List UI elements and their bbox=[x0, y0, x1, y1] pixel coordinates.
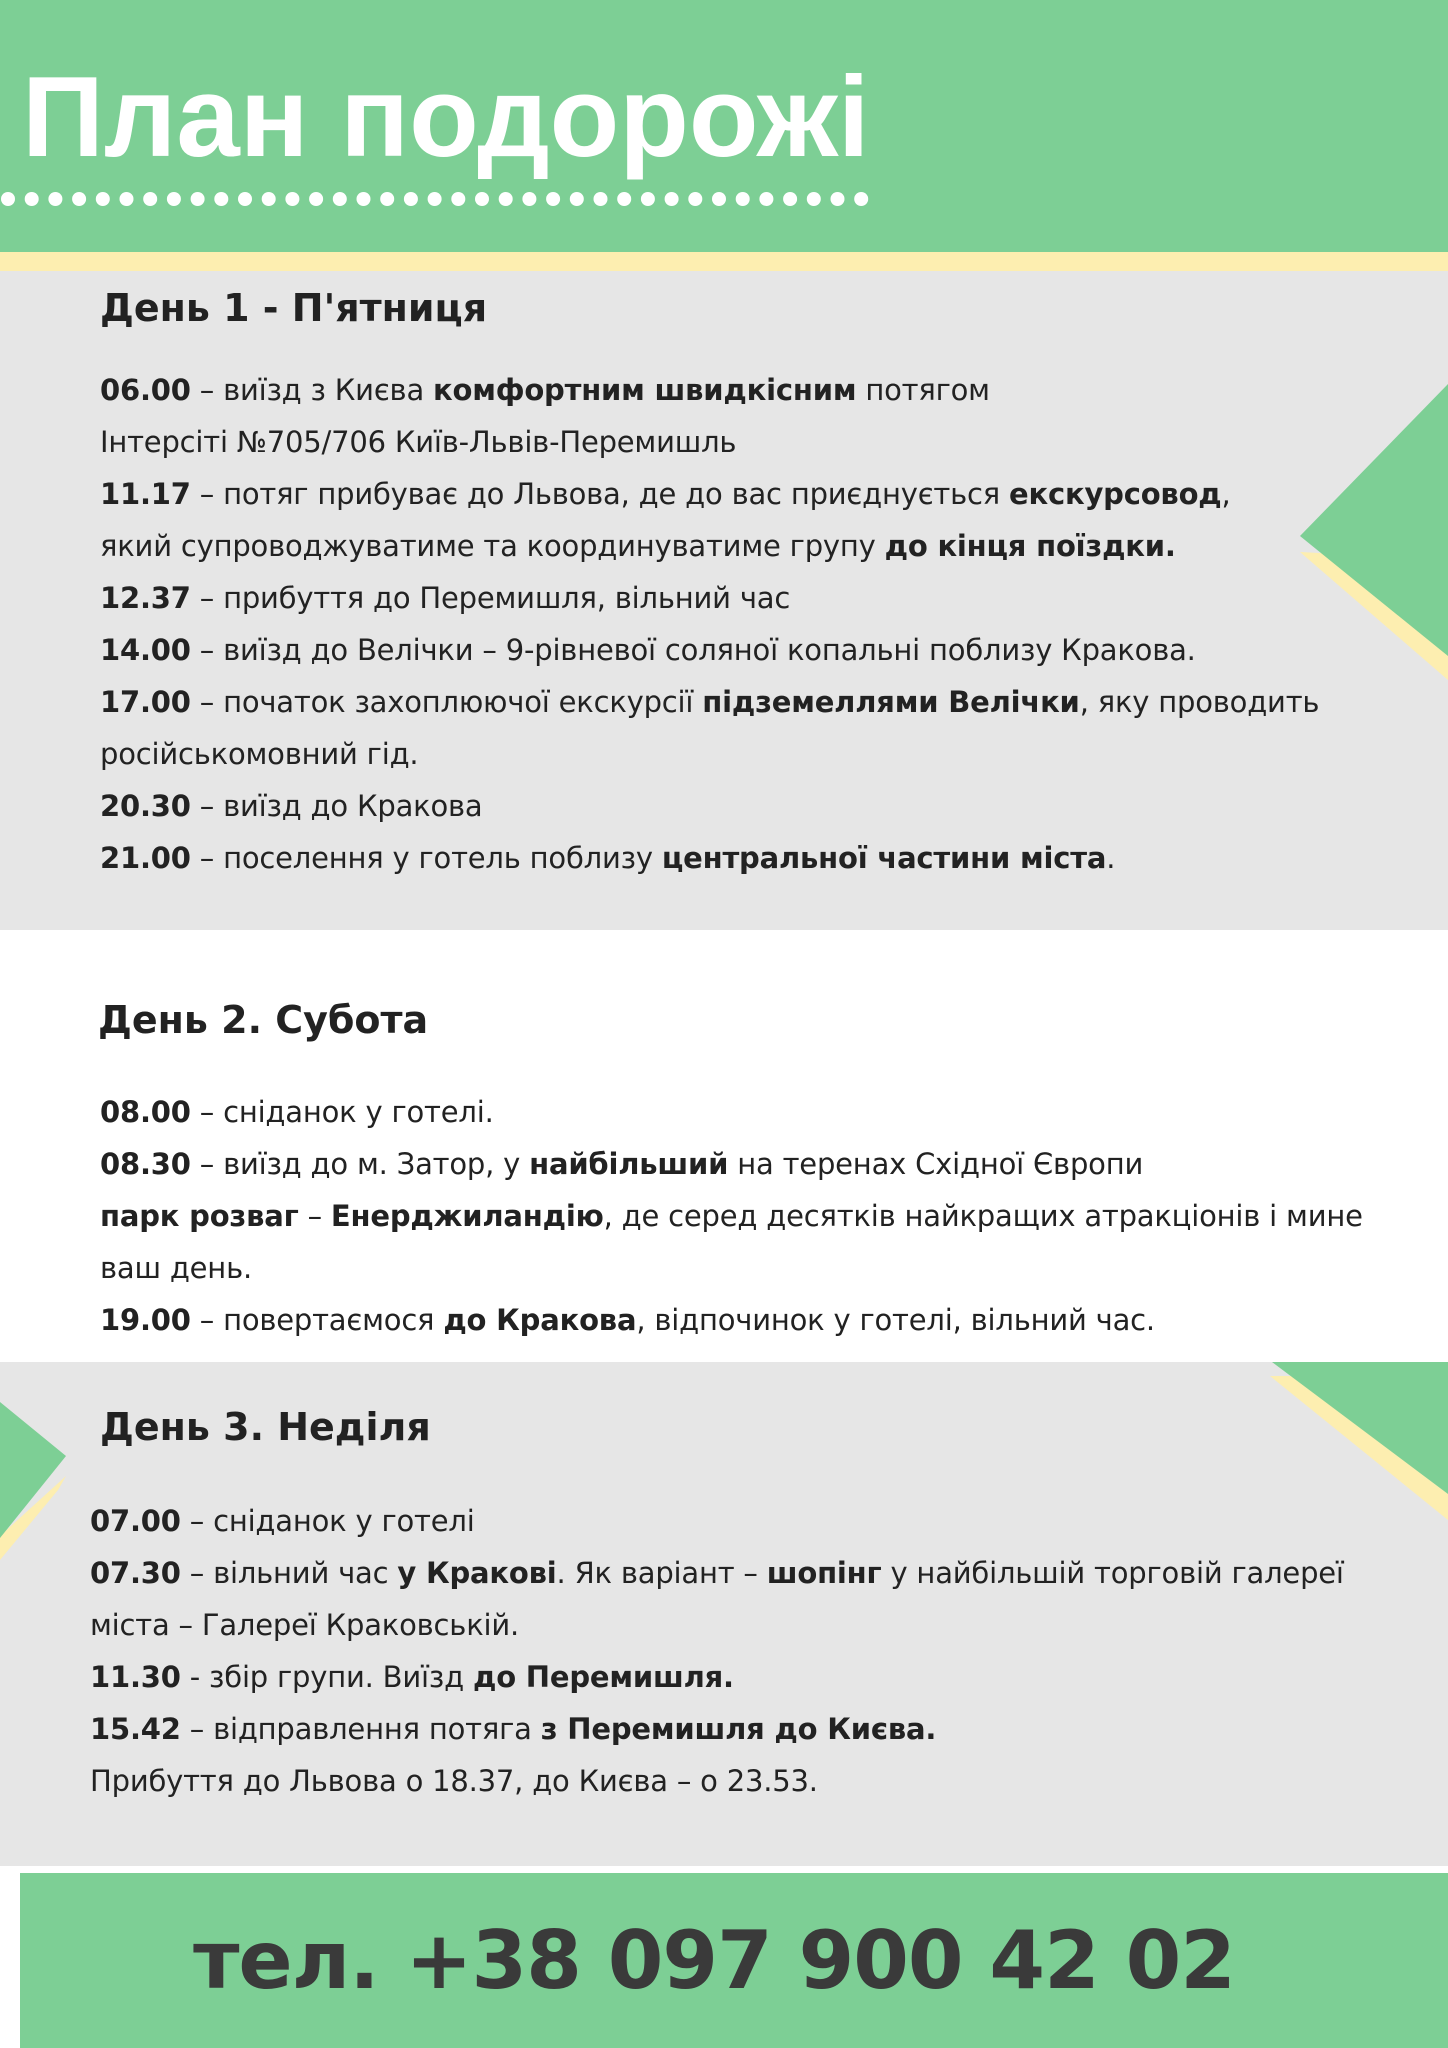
divider-dot bbox=[48, 192, 62, 206]
divider-dot bbox=[854, 192, 868, 206]
schedule-text: – виїзд до м. Затор, у bbox=[190, 1147, 530, 1181]
schedule-text: . bbox=[1106, 841, 1116, 875]
divider-dot bbox=[309, 192, 323, 206]
schedule-text-bold: центральної частини міста bbox=[661, 841, 1107, 875]
schedule-line bbox=[100, 676, 1319, 728]
page-title: План подорожі bbox=[22, 54, 870, 181]
divider-dot bbox=[807, 192, 821, 206]
schedule-text: - збір групи. Виїзд bbox=[180, 1660, 473, 1694]
schedule-text-bold: шопінг bbox=[766, 1556, 882, 1590]
divider-dot bbox=[120, 192, 134, 206]
phone-number: тел. +38 097 900 42 02 bbox=[193, 1914, 1235, 2007]
divider-dot bbox=[143, 192, 157, 206]
divider-dot bbox=[451, 192, 465, 206]
schedule-text-bold: до кінця поїздки. bbox=[884, 529, 1176, 563]
schedule-text-bold: 20.30 bbox=[100, 789, 191, 823]
divider-dot bbox=[546, 192, 560, 206]
schedule-text: , де серед десятків найкращих атракціонів і мине bbox=[603, 1199, 1363, 1233]
schedule-line bbox=[100, 832, 1319, 884]
schedule-text-bold: у Кракові bbox=[397, 1556, 557, 1590]
schedule-text: російськомовний гід. bbox=[100, 737, 419, 771]
schedule-text: – повертаємося bbox=[190, 1303, 444, 1337]
schedule-text: на теренах Східної Європи bbox=[728, 1147, 1144, 1181]
divider-dot bbox=[759, 192, 773, 206]
schedule-text-bold: найбільший bbox=[529, 1147, 729, 1181]
schedule-line bbox=[100, 1138, 1363, 1190]
schedule-text-bold: 17.00 bbox=[100, 685, 191, 719]
schedule-text-bold: 06.00 bbox=[100, 373, 191, 407]
divider-dot bbox=[475, 192, 489, 206]
schedule-text-bold: 15.42 bbox=[90, 1712, 181, 1746]
divider-dot bbox=[404, 192, 418, 206]
schedule-text: потягом bbox=[856, 373, 990, 407]
schedule-text: – вільний час bbox=[180, 1556, 398, 1590]
divider-dot bbox=[238, 192, 252, 206]
schedule-text-bold: з Перемишля до Києва. bbox=[540, 1712, 937, 1746]
schedule-line bbox=[90, 1755, 1344, 1807]
schedule-text-bold: парк розваг bbox=[100, 1199, 299, 1233]
divider-dot bbox=[665, 192, 679, 206]
schedule-text: – виїзд до Кракова bbox=[190, 789, 483, 823]
schedule-text-bold: до Кракова bbox=[443, 1303, 637, 1337]
schedule-line bbox=[100, 520, 1319, 572]
divider-dot bbox=[96, 192, 110, 206]
schedule-line bbox=[100, 1086, 1363, 1138]
schedule-text-bold: 19.00 bbox=[100, 1303, 191, 1337]
schedule-text-bold: 12.37 bbox=[100, 581, 191, 615]
day3-heading: День 3. Неділя bbox=[100, 1405, 431, 1449]
divider-dot bbox=[641, 192, 655, 206]
divider-dot bbox=[72, 192, 86, 206]
divider-dot bbox=[831, 192, 845, 206]
day2-heading: День 2. Субота bbox=[98, 998, 429, 1042]
schedule-text: – виїзд з Києва bbox=[190, 373, 434, 407]
divider-dot bbox=[522, 192, 536, 206]
schedule-text: – відправлення потяга bbox=[180, 1712, 541, 1746]
schedule-line bbox=[90, 1599, 1344, 1651]
divider-dot bbox=[380, 192, 394, 206]
day1-heading: День 1 - П'ятниця bbox=[100, 286, 488, 330]
divider-dot bbox=[736, 192, 750, 206]
schedule-text-bold: до Перемишля. bbox=[472, 1660, 734, 1694]
schedule-line bbox=[100, 624, 1319, 676]
schedule-line bbox=[100, 728, 1319, 780]
schedule-text: – виїзд до Велічки – 9-рівневої соляної копальні поблизу Кракова. bbox=[190, 633, 1196, 667]
schedule-text-bold: 07.30 bbox=[90, 1556, 181, 1590]
divider-dot bbox=[594, 192, 608, 206]
divider-dot bbox=[191, 192, 205, 206]
schedule-text: , яку проводить bbox=[1079, 685, 1320, 719]
divider-dot bbox=[783, 192, 797, 206]
schedule-text: Інтерсіті №705/706 Київ-Львів-Перемишль bbox=[100, 425, 737, 459]
schedule-text: – потяг прибуває до Львова, де до вас приєднується bbox=[190, 477, 1010, 511]
schedule-line bbox=[100, 780, 1319, 832]
schedule-text-bold: 11.30 bbox=[90, 1660, 181, 1694]
divider-dot bbox=[333, 192, 347, 206]
divider-dot bbox=[1, 192, 15, 206]
schedule-line bbox=[90, 1495, 1344, 1547]
schedule-text: міста – Галереї Краковській. bbox=[90, 1608, 520, 1642]
schedule-text-bold: 21.00 bbox=[100, 841, 191, 875]
schedule-line bbox=[100, 572, 1319, 624]
divider-dot bbox=[712, 192, 726, 206]
divider-dot bbox=[285, 192, 299, 206]
schedule-line bbox=[100, 364, 1319, 416]
schedule-text-bold: підземеллями Велічки bbox=[702, 685, 1080, 719]
schedule-text-bold: 11.17 bbox=[100, 477, 191, 511]
divider-dot bbox=[499, 192, 513, 206]
schedule-line bbox=[100, 1242, 1363, 1294]
schedule-text: – поселення у готель поблизу bbox=[190, 841, 662, 875]
schedule-text-bold: 08.00 bbox=[100, 1095, 191, 1129]
divider-dot bbox=[357, 192, 371, 206]
schedule-text: у найбільшій торговій галереї bbox=[881, 1556, 1344, 1590]
schedule-text: – прибуття до Перемишля, вільний час bbox=[190, 581, 791, 615]
schedule-text: який супроводжуватиме та координуватиме групу bbox=[100, 529, 885, 563]
schedule-text: – сніданок у готелі bbox=[180, 1504, 475, 1538]
schedule-line bbox=[90, 1547, 1344, 1599]
dotted-divider bbox=[0, 188, 880, 210]
divider-dot bbox=[262, 192, 276, 206]
schedule-text: ваш день. bbox=[100, 1251, 252, 1285]
schedule-text: . Як варіант – bbox=[556, 1556, 767, 1590]
schedule-line bbox=[100, 468, 1319, 520]
schedule-line bbox=[90, 1651, 1344, 1703]
divider-dot bbox=[617, 192, 631, 206]
schedule-text-bold: комфортним швидкісним bbox=[433, 373, 857, 407]
schedule-text-bold: 08.30 bbox=[100, 1147, 191, 1181]
schedule-line bbox=[100, 416, 1319, 468]
schedule-line bbox=[100, 1294, 1363, 1346]
divider-dot bbox=[570, 192, 584, 206]
schedule-text: – сніданок у готелі. bbox=[190, 1095, 494, 1129]
divider-dot bbox=[428, 192, 442, 206]
divider-dot bbox=[688, 192, 702, 206]
divider-dot bbox=[25, 192, 39, 206]
divider-dot bbox=[214, 192, 228, 206]
schedule-text-bold: 14.00 bbox=[100, 633, 191, 667]
schedule-line bbox=[100, 1190, 1363, 1242]
schedule-text: – bbox=[298, 1199, 331, 1233]
schedule-text: , відпочинок у готелі, вільний час. bbox=[636, 1303, 1155, 1337]
schedule-text-bold: Енерджиландію bbox=[330, 1199, 604, 1233]
schedule-text-bold: екскурсовод bbox=[1009, 477, 1222, 511]
schedule-text-bold: 07.00 bbox=[90, 1504, 181, 1538]
day1-schedule bbox=[100, 364, 1319, 884]
day3-schedule bbox=[90, 1495, 1344, 1807]
schedule-line bbox=[90, 1703, 1344, 1755]
day2-schedule bbox=[100, 1086, 1363, 1346]
schedule-text: , bbox=[1221, 477, 1231, 511]
divider-dot bbox=[167, 192, 181, 206]
schedule-text: Прибуття до Львова о 18.37, до Києва – о 23.53. bbox=[90, 1764, 818, 1798]
header-accent-stripe bbox=[0, 252, 1448, 271]
schedule-text: – початок захоплюючої екскурсії bbox=[190, 685, 703, 719]
